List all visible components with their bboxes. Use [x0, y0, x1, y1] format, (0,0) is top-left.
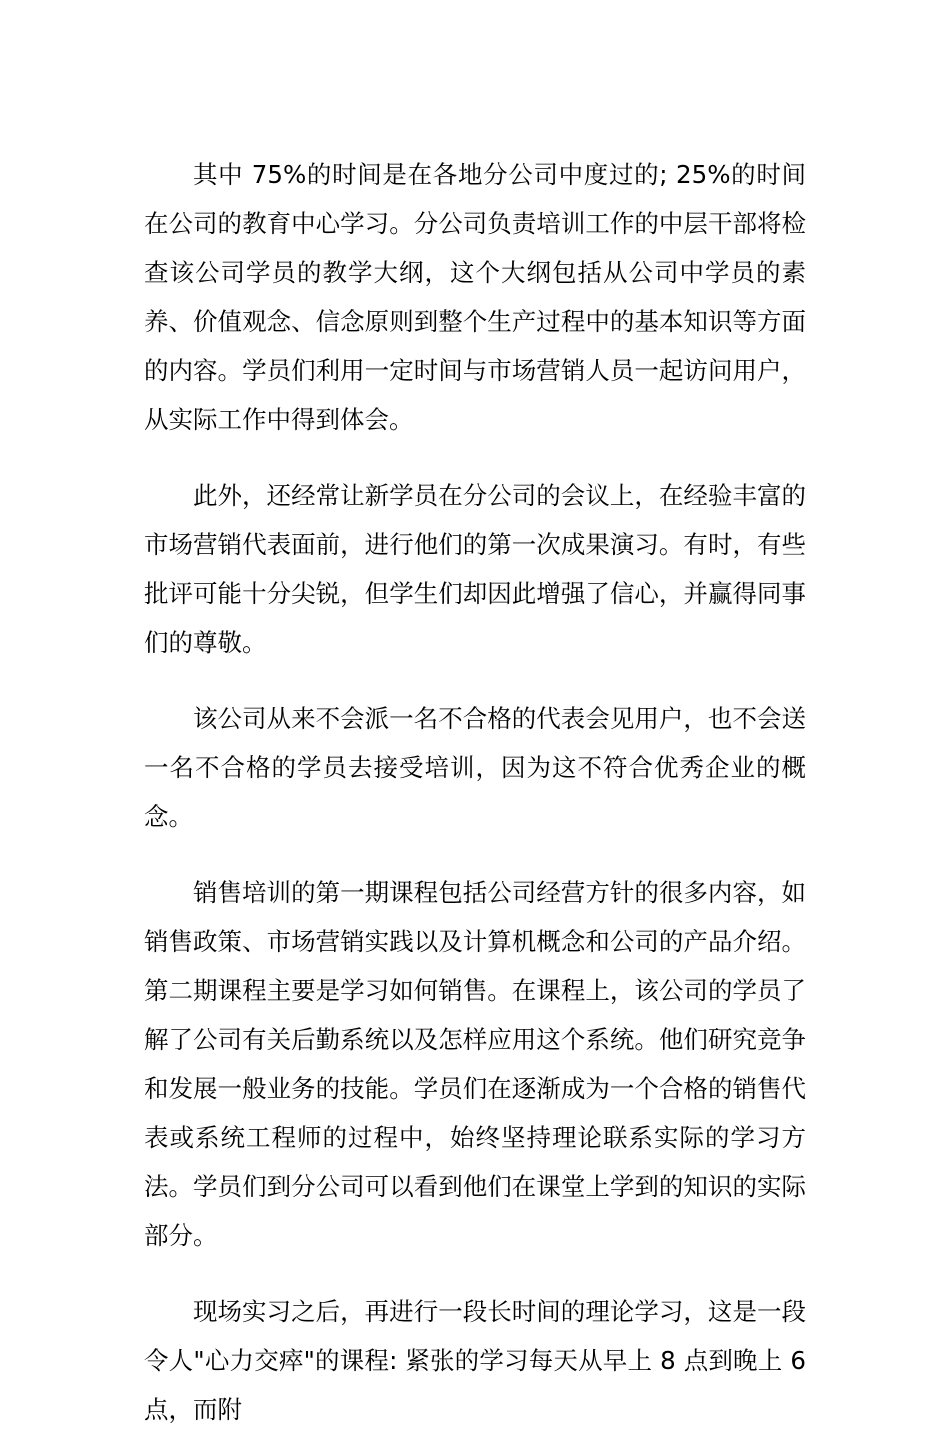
paragraph-5: 现场实习之后，再进行一段长时间的理论学习，这是一段令人"心力交瘁"的课程: 紧张的学习每天从早上 8 点到晚上 6 点，而附	[144, 1297, 806, 1424]
paragraph-1: 其中 75%的时间是在各地分公司中度过的; 25%的时间在公司的教育中心学习。分公司负责培训工作的中层干部将检查该公司学员的教学大纲，这个大纲包括从公司中学员的素养、价值观念、信念原则到整个生产过程中的基本知识等方面的内容。学员们利用一定时间与市场营销人员一起访问用户，从实际工作中得到体会。	[144, 160, 806, 434]
document-body	[144, 150, 806, 1434]
paragraph-2: 此外，还经常让新学员在分公司的会议上，在经验丰富的市场营销代表面前，进行他们的第一次成果演习。有时，有些批评可能十分尖锐，但学生们却因此增强了信心，并赢得同事们的尊敬。	[144, 481, 806, 657]
paragraph-3: 该公司从来不会派一名不合格的代表会见用户，也不会送一名不合格的学员去接受培训，因为这不符合优秀企业的概念。	[144, 704, 806, 831]
paragraph-4: 销售培训的第一期课程包括公司经营方针的很多内容，如销售政策、市场营销实践以及计算机概念和公司的产品介绍。第二期课程主要是学习如何销售。在课程上，该公司的学员了解了公司有关后勤系统以及怎样应用这个系统。他们研究竞争和发展一般业务的技能。学员们在逐渐成为一个合格的销售代表或系统工程师的过程中，始终坚持理论联系实际的学习方法。学员们到分公司可以看到他们在课堂上学到的知识的实际部分。	[144, 878, 806, 1250]
